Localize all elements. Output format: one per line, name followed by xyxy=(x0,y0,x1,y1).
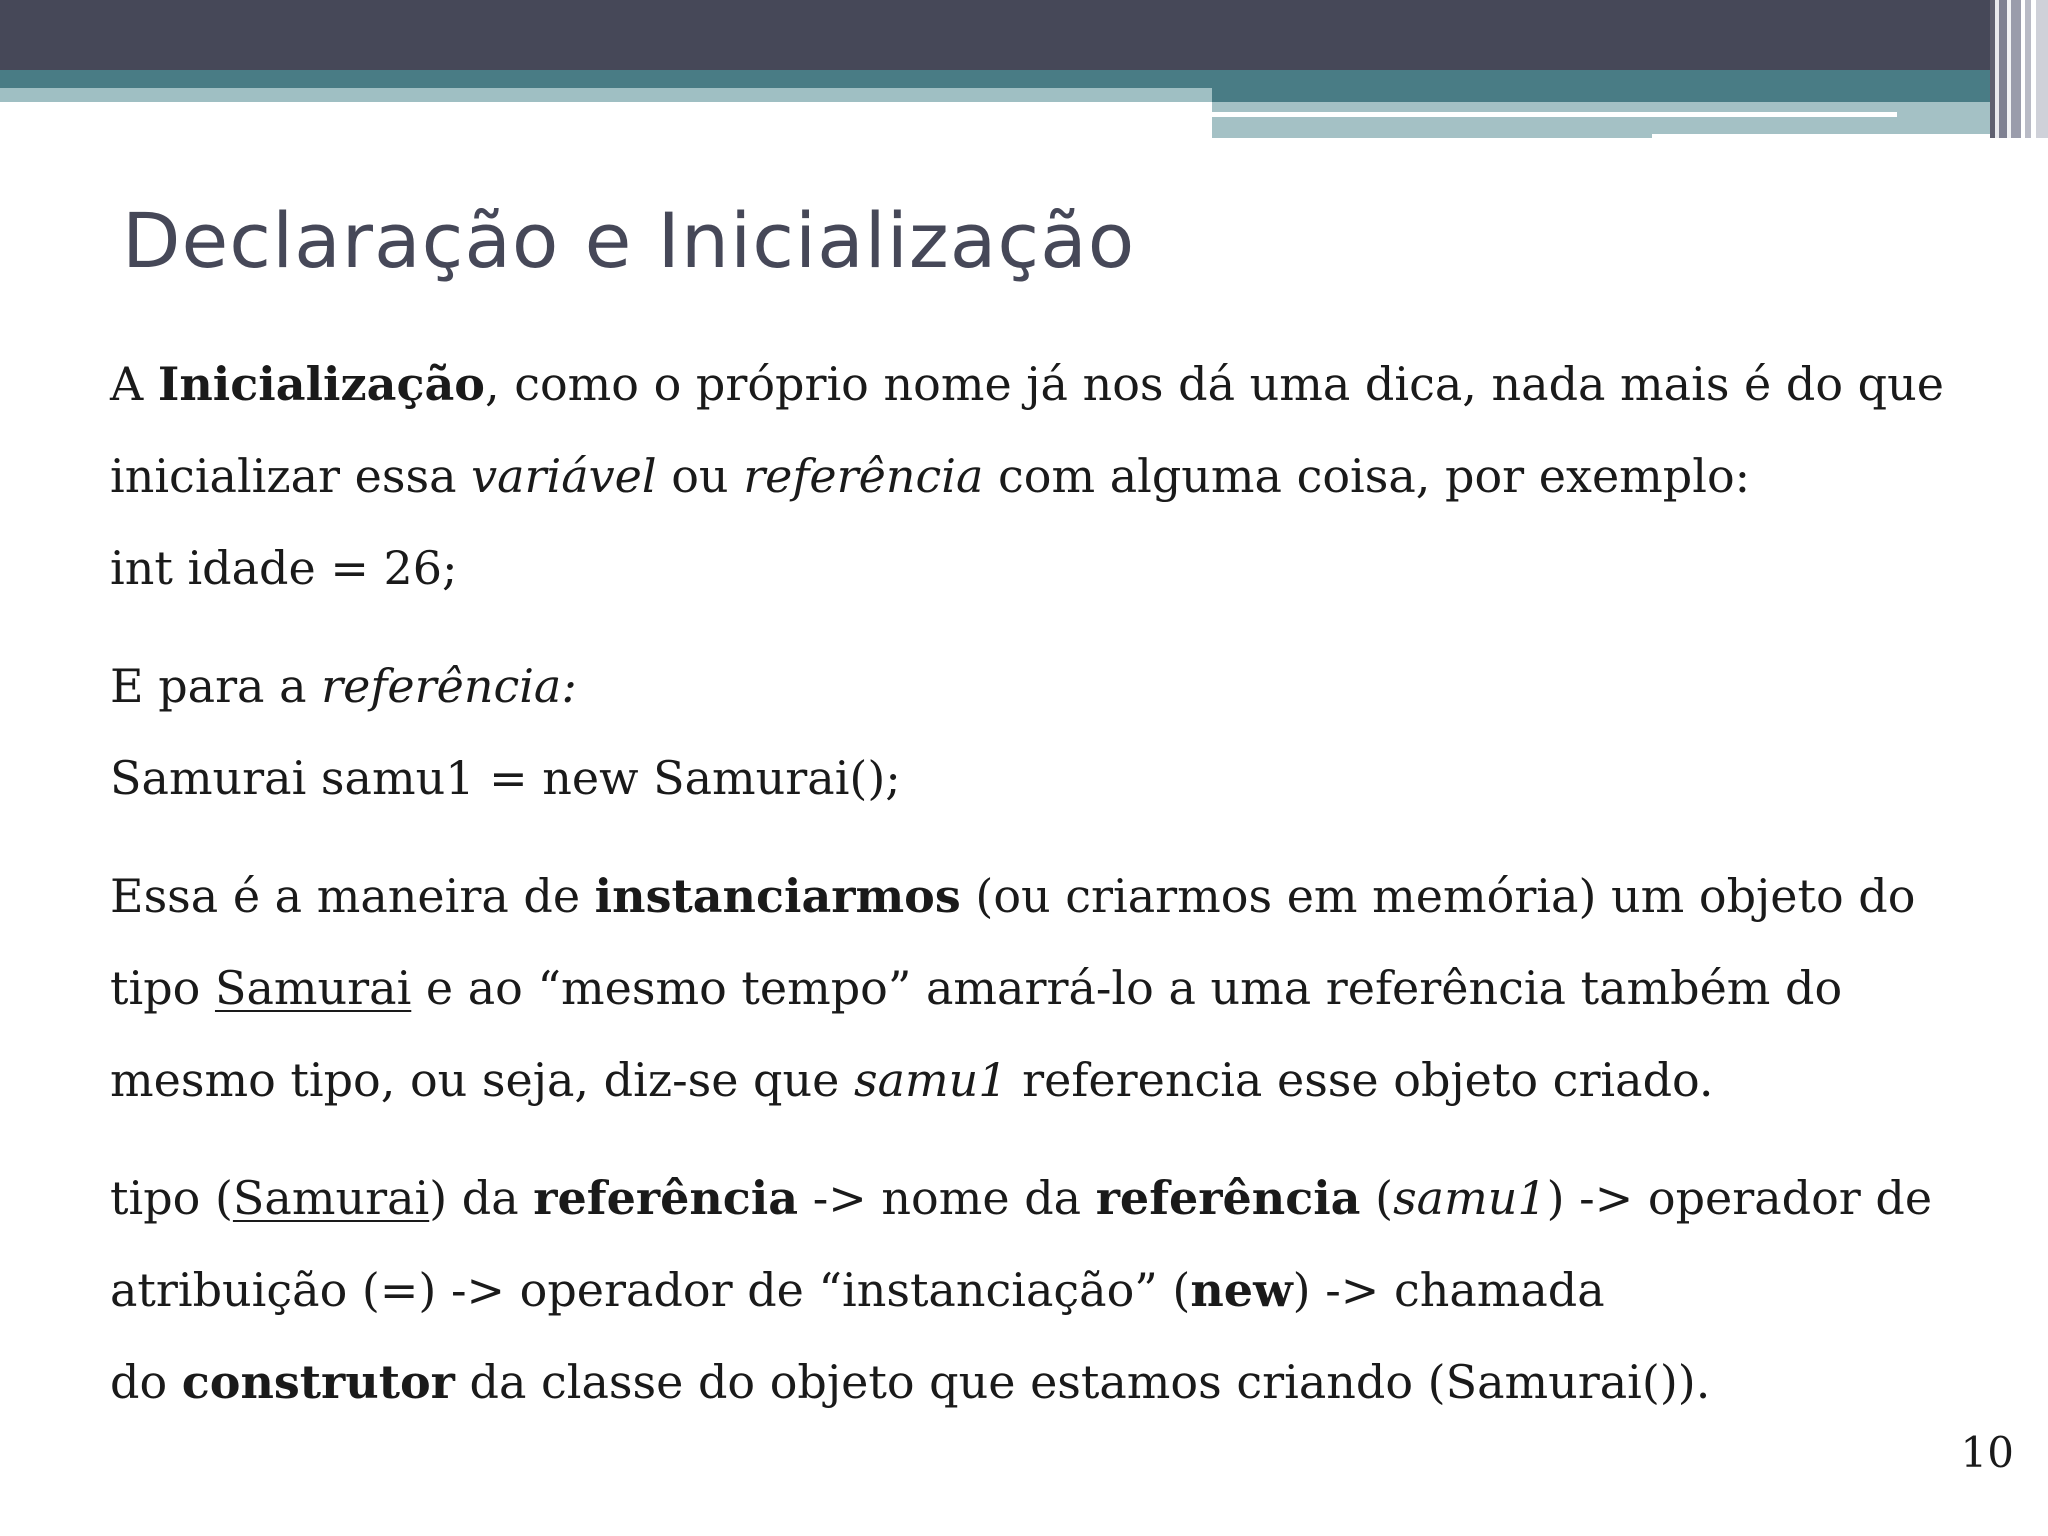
text-span: da classe do objeto que estamos criando (Samurai()). xyxy=(454,1355,1711,1409)
bold-term: referência xyxy=(1095,1171,1361,1225)
paragraph-3-line-1 xyxy=(110,850,1990,942)
text-span: do xyxy=(110,1355,182,1409)
header-stripes xyxy=(1990,0,2048,138)
text-span: referencia esse objeto criado. xyxy=(1007,1053,1714,1107)
paragraph-1-line-1 xyxy=(110,338,1990,430)
italic-term: samu1 xyxy=(1393,1171,1547,1225)
header-light-bar-bottom-right xyxy=(1652,126,1990,134)
text-span: ) -> chamada xyxy=(1292,1263,1605,1317)
text-span: ) da xyxy=(429,1171,534,1225)
paragraph-4-line-3 xyxy=(110,1336,1990,1428)
header-dark-bar xyxy=(0,0,1990,70)
text-span: com alguma coisa, por exemplo: xyxy=(983,449,1751,503)
page-number: 10 xyxy=(1960,1428,2014,1477)
text-span: ( xyxy=(1360,1171,1394,1225)
bold-term: new xyxy=(1190,1263,1293,1317)
italic-term: samu1 xyxy=(853,1053,1008,1107)
header-light-bar-left xyxy=(0,88,1212,102)
bold-term: referência xyxy=(533,1171,799,1225)
paragraph-2-line-1 xyxy=(110,640,1990,732)
paragraph-3-line-3 xyxy=(110,1034,1990,1126)
text-span: inicializar essa xyxy=(110,449,472,503)
text-span: Essa é a maneira de xyxy=(110,869,595,923)
text-span: e ao “mesmo tempo” amarrá-lo a uma referência também do xyxy=(411,961,1843,1015)
code-example-int: int idade = 26; xyxy=(110,541,458,595)
italic-term: referência xyxy=(743,449,984,503)
text-span: atribuição (=) -> operador de “instanciação” ( xyxy=(110,1263,1191,1317)
slide-title: Declaração e Inicialização xyxy=(122,196,1136,285)
bold-term: construtor xyxy=(181,1355,455,1409)
header-teal-bar-right xyxy=(1212,88,1990,102)
text-span: E para a xyxy=(110,659,322,713)
header-light-bar-bottom xyxy=(1212,126,1652,138)
paragraph-4-line-2 xyxy=(110,1244,1990,1336)
italic-term: variável xyxy=(471,449,657,503)
text-span: ou xyxy=(656,449,744,503)
code-example-samurai: Samurai samu1 = new Samurai(); xyxy=(110,751,901,805)
paragraph-1-line-2 xyxy=(110,430,1990,522)
header-teal-bar xyxy=(0,70,1990,88)
bold-term: Inicialização xyxy=(157,357,485,411)
text-span: (ou criarmos em memória) um objeto do xyxy=(960,869,1916,923)
text-span: mesmo tipo, ou seja, diz-se que xyxy=(110,1053,854,1107)
italic-term: referência: xyxy=(321,659,577,713)
underlined-term: Samurai xyxy=(214,961,412,1015)
text-span: , como o próprio nome já nos dá uma dica, nada mais é do que xyxy=(484,357,1944,411)
underlined-term: Samurai xyxy=(232,1171,430,1225)
header-white-line xyxy=(1212,112,1897,117)
paragraph-3-line-2 xyxy=(110,942,1990,1034)
text-span: -> nome da xyxy=(798,1171,1096,1225)
slide-body xyxy=(110,338,1990,1428)
text-span: tipo xyxy=(110,961,215,1015)
text-span: tipo ( xyxy=(110,1171,233,1225)
bold-term: instanciarmos xyxy=(594,869,961,923)
text-span: ) -> operador de xyxy=(1546,1171,1933,1225)
paragraph-4-line-1 xyxy=(110,1152,1990,1244)
text-span: A xyxy=(110,357,158,411)
